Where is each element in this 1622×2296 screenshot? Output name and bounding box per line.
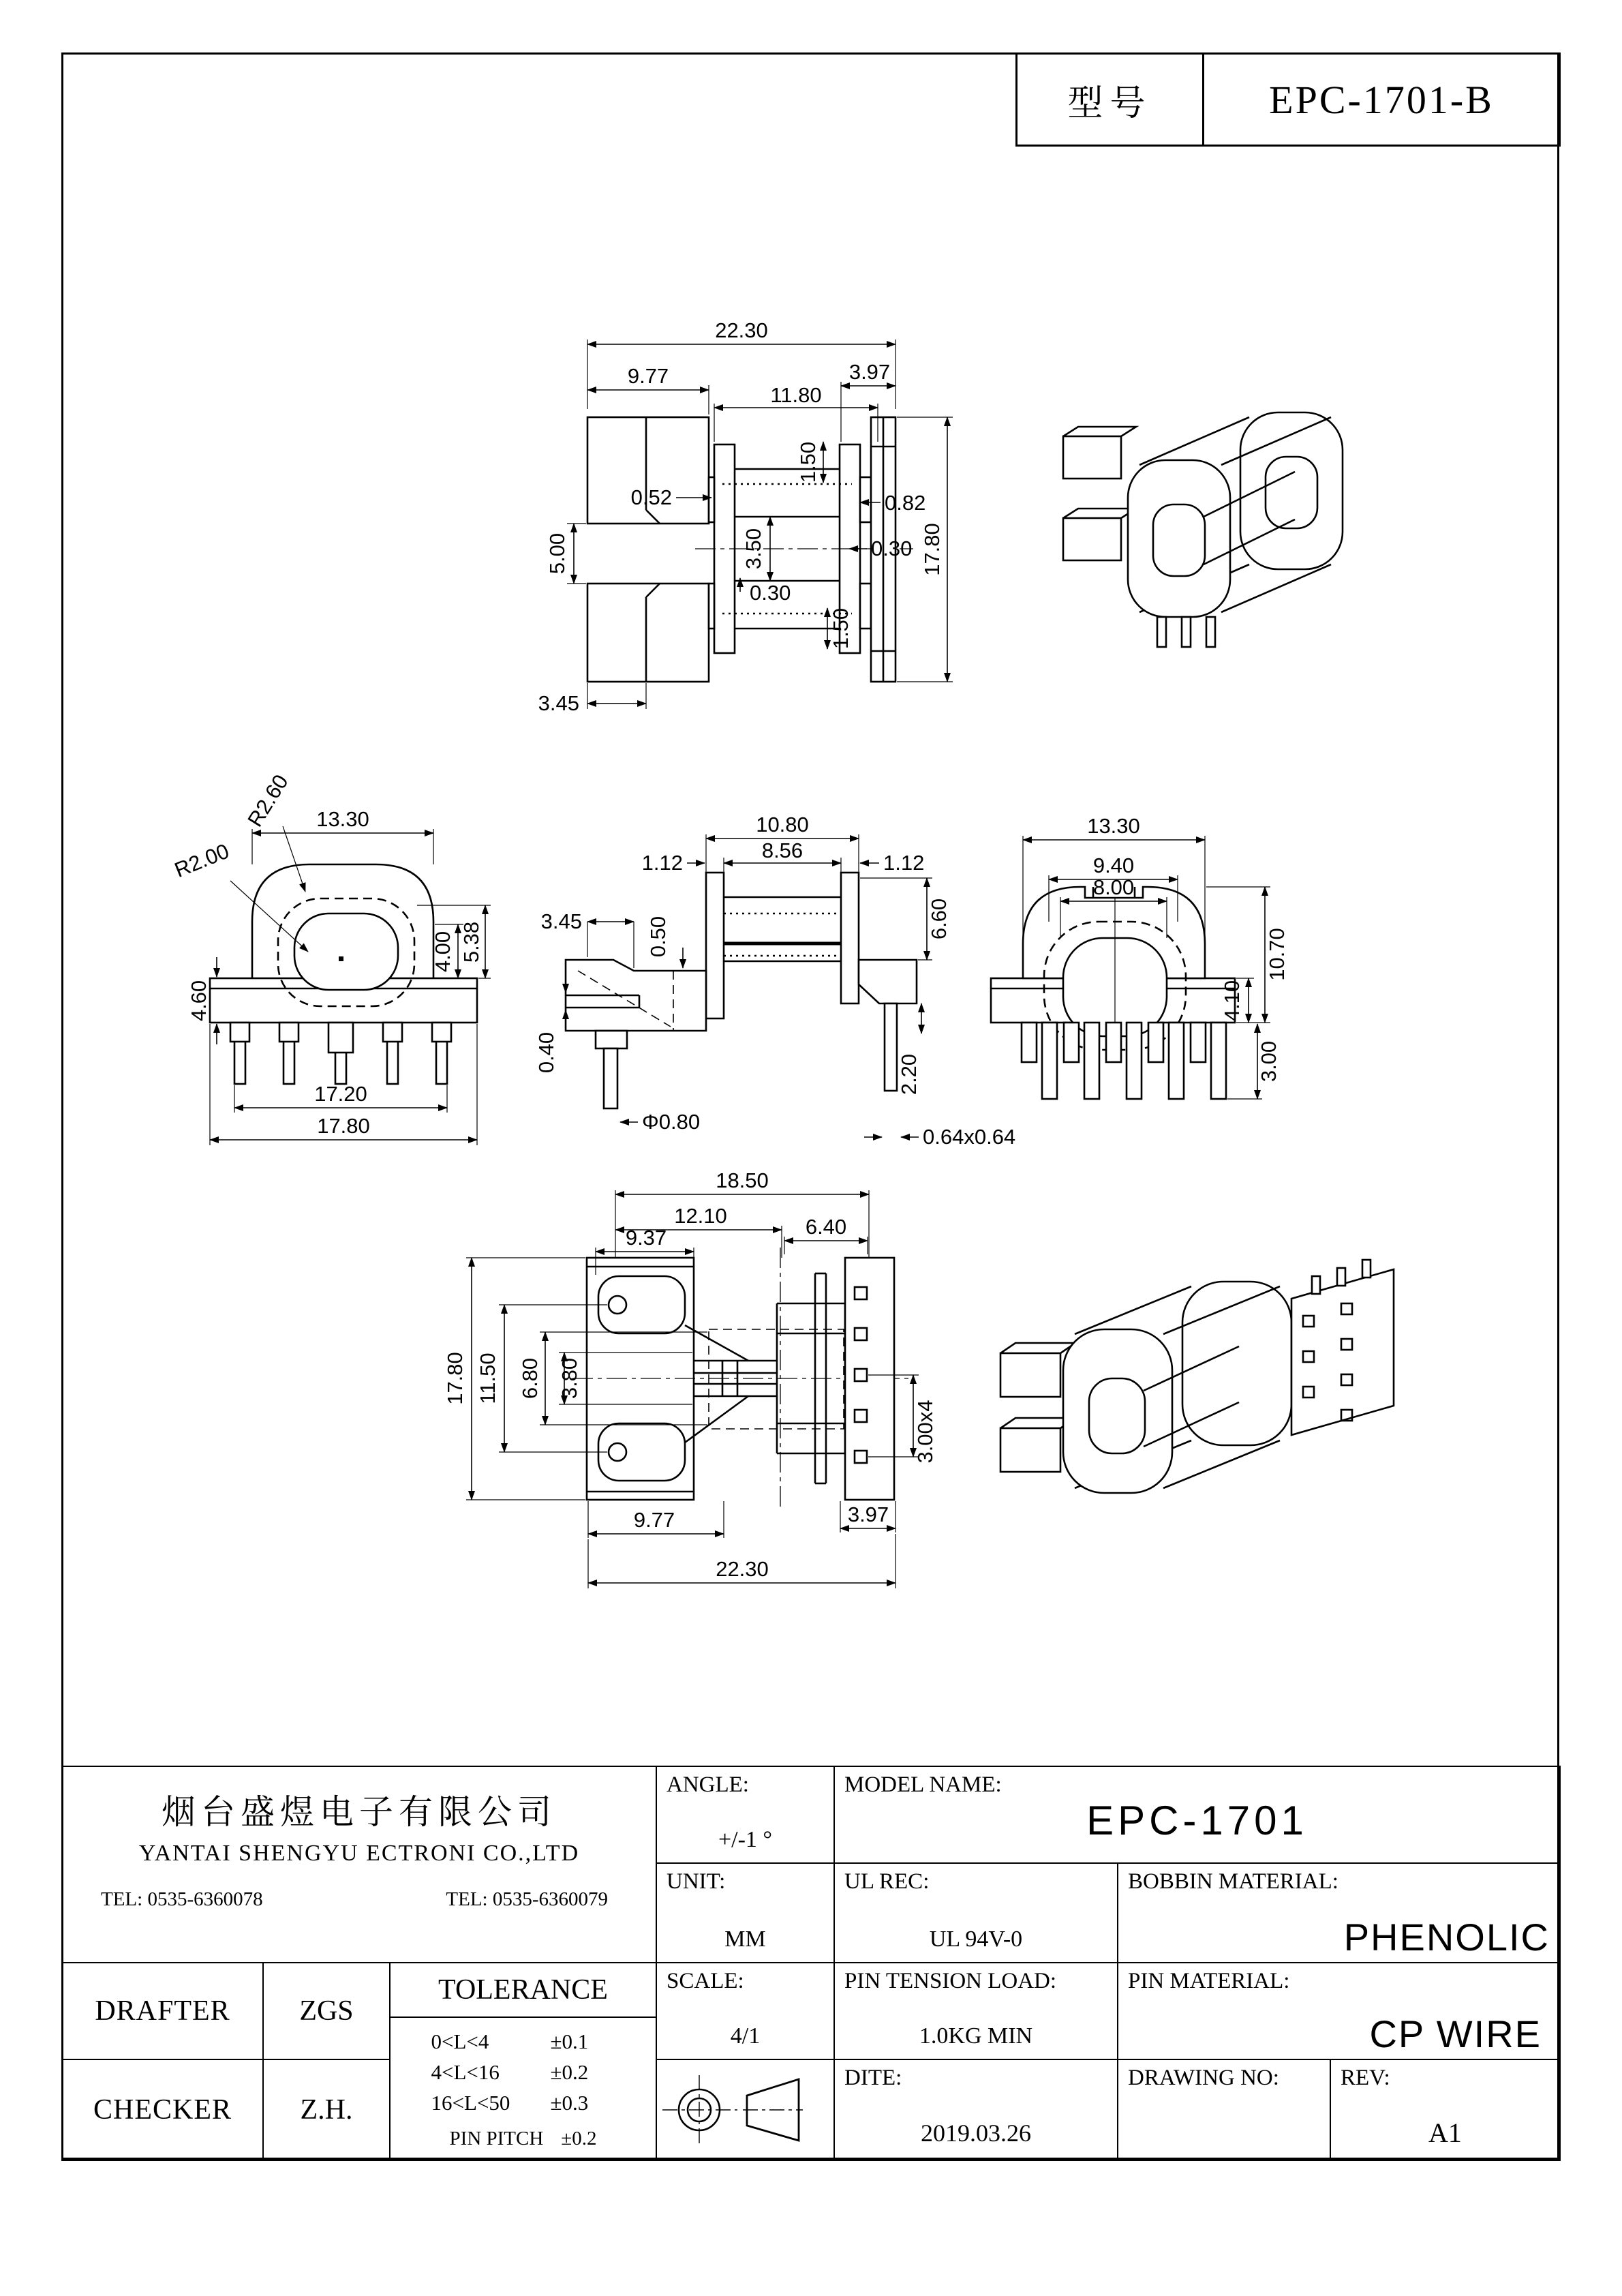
checker-value-cell <box>262 2059 391 2161</box>
dim-bottom-w1: 18.50 <box>716 1168 769 1192</box>
dim-right-pin-len: 3.00 <box>1257 1040 1281 1083</box>
dim-side-h-body: 6.60 <box>927 898 951 940</box>
model-name-value: EPC-1701 <box>1086 1798 1308 1843</box>
date-value: 2019.03.26 <box>921 2119 1031 2147</box>
angle-value: +/-1 ° <box>718 1827 773 1852</box>
bottom-view <box>443 1168 937 1588</box>
bobbin-material-label: BOBBIN MATERIAL: <box>1128 1869 1338 1894</box>
checker-label: CHECKER <box>93 2094 232 2126</box>
tolerance-range: 4<L<16 <box>431 2060 500 2084</box>
bobbin-material-value: PHENOLIC <box>1343 1916 1550 1959</box>
unit-label: UNIT: <box>667 1869 726 1894</box>
company-tel-left: TEL: 0535-6360078 <box>101 1888 263 1910</box>
tolerance-row <box>391 2057 656 2087</box>
dim-top-foot: 3.45 <box>538 691 579 715</box>
company-name-en: YANTAI SHENGYU ECTRONI CO.,LTD <box>138 1841 580 1866</box>
dim-left-r-outer: R2.60 <box>243 770 293 831</box>
dim-bottom-b2: 3.97 <box>847 1502 889 1526</box>
scale-cell <box>656 1962 835 2060</box>
pin-tension-value: 1.0KG MIN <box>919 2023 1033 2049</box>
date-label: DITE: <box>844 2066 902 2090</box>
model-title-value: EPC-1701-B <box>1269 77 1494 122</box>
drawing-no-cell <box>1117 2059 1331 2161</box>
dim-top-off-bottom: 0.30 <box>750 581 791 605</box>
projection-symbol-cell <box>656 2059 835 2161</box>
dim-side-f2: 1.12 <box>883 851 925 875</box>
dim-left-w-base: 17.80 <box>317 1114 370 1138</box>
dim-top-off-right: 0.30 <box>871 537 913 560</box>
pin-tension-label: PIN TENSION LOAD: <box>844 1969 1057 1993</box>
pin-pitch-value: ±0.2 <box>561 2128 597 2149</box>
rev-label: REV: <box>1341 2066 1390 2090</box>
unit-value: MM <box>724 1927 766 1952</box>
dim-top-w-total: 22.30 <box>715 318 768 342</box>
model-title-label: 型号 <box>1067 84 1152 123</box>
tolerance-value: ±0.3 <box>550 2091 589 2115</box>
dim-side-lip2: 0.40 <box>534 1031 558 1074</box>
dim-side-pin-ext: 2.20 <box>897 1053 921 1096</box>
tolerance-range: 16<L<50 <box>431 2091 510 2115</box>
dim-top-w-left: 9.77 <box>627 364 669 388</box>
tolerance-row <box>391 2087 656 2118</box>
tolerance-row <box>391 2026 656 2057</box>
dim-side-w-out: 10.80 <box>756 813 809 836</box>
tolerance-value: ±0.2 <box>550 2060 589 2084</box>
dim-left-w-core: 13.30 <box>316 807 369 831</box>
dim-bottom-b1: 9.77 <box>633 1508 675 1532</box>
dim-top-h-total: 17.80 <box>920 523 944 576</box>
tolerance-title: TOLERANCE <box>438 1974 608 2006</box>
company-name-cn: 烟台盛煜电子有限公司 <box>162 1793 557 1831</box>
dim-side-w-in: 8.56 <box>761 839 804 862</box>
dim-left-r-inner: R2.00 <box>171 839 232 882</box>
rev-value: A1 <box>1428 2117 1462 2148</box>
rev-cell <box>1330 2059 1561 2161</box>
pin-tension-cell <box>833 1962 1118 2060</box>
company-block <box>61 1766 657 1963</box>
scale-value: 4/1 <box>730 2023 761 2049</box>
dim-side-pin-sq: 0.64x0.64 <box>923 1125 1016 1149</box>
angle-label: ANGLE: <box>667 1772 749 1797</box>
dim-left-h2: 5.38 <box>459 921 483 963</box>
dim-top-w-mid: 11.80 <box>770 383 822 407</box>
tolerance-value: ±0.1 <box>550 2029 589 2053</box>
dim-right-h-total: 10.70 <box>1265 928 1289 981</box>
dim-side-lip: 0.50 <box>646 916 670 958</box>
dim-right-w-core: 13.30 <box>1087 814 1140 838</box>
company-tel-right: TEL: 0535-6360079 <box>446 1888 608 1910</box>
model-name-label: MODEL NAME: <box>844 1772 1002 1797</box>
dim-bottom-w4: 6.40 <box>805 1215 847 1239</box>
dim-top-gap: 5.00 <box>545 532 569 575</box>
checker-cell <box>61 2059 264 2161</box>
dim-bottom-pitch: 3.00x4 <box>913 1400 937 1464</box>
dim-left-h-base: 4.60 <box>187 980 211 1022</box>
pin-pitch-row <box>391 2128 656 2150</box>
pin-pitch-label: PIN PITCH <box>449 2128 544 2149</box>
pin-material-cell <box>1117 1962 1561 2060</box>
drafter-value: ZGS <box>299 1995 354 2027</box>
dim-bottom-b-total: 22.30 <box>716 1557 769 1581</box>
dim-right-w2: 8.00 <box>1092 875 1135 899</box>
angle-cell <box>656 1766 835 1864</box>
unit-cell <box>656 1862 835 1963</box>
dim-left-w-pins: 17.20 <box>314 1082 367 1106</box>
drawing-no-label: DRAWING NO: <box>1128 2066 1279 2090</box>
dim-top-slot: 0.52 <box>630 485 672 509</box>
scale-label: SCALE: <box>667 1969 744 1993</box>
front-view-left <box>171 770 491 1145</box>
pin-material-value: CP WIRE <box>1369 2012 1542 2055</box>
bobbin-material-cell <box>1117 1862 1561 1963</box>
tolerance-header-cell <box>389 1962 657 2018</box>
projection-symbol-icon <box>657 2060 833 2160</box>
drafter-label: DRAFTER <box>95 1995 230 2027</box>
ul-rec-cell <box>833 1862 1118 1963</box>
dim-top-tab-top: 1.50 <box>796 441 820 483</box>
top-isometric-view <box>1063 412 1343 647</box>
date-cell <box>833 2059 1118 2161</box>
dim-top-tab-bot: 1.50 <box>829 607 853 650</box>
ul-rec-value: UL 94V-0 <box>929 1927 1023 1952</box>
dim-right-w1: 9.40 <box>1092 854 1135 877</box>
bottom-isometric-view <box>1000 1260 1394 1493</box>
dim-side-f1: 1.12 <box>641 851 683 875</box>
drafter-value-cell <box>262 1962 391 2060</box>
checker-value: Z.H. <box>300 2094 353 2126</box>
model-name-cell <box>833 1766 1561 1864</box>
dim-bottom-h-mid: 11.50 <box>476 1353 500 1404</box>
dim-top-bore: 3.50 <box>741 528 765 570</box>
tolerance-body-cell <box>389 2016 657 2161</box>
pin-material-label: PIN MATERIAL: <box>1128 1969 1290 1993</box>
dim-bottom-w3: 9.37 <box>625 1226 667 1250</box>
dim-bottom-hw1: 6.80 <box>518 1357 542 1400</box>
front-view-right <box>991 814 1289 1099</box>
ul-rec-label: UL REC: <box>844 1869 930 1894</box>
top-view <box>538 318 953 715</box>
dim-bottom-h-total: 17.80 <box>443 1352 467 1405</box>
dim-right-h-base: 4.10 <box>1220 980 1244 1022</box>
dim-left-h1: 4.00 <box>431 931 455 973</box>
dim-bottom-w2: 12.10 <box>674 1204 727 1228</box>
side-view <box>534 813 1015 1149</box>
dim-top-w-right: 3.97 <box>848 360 891 384</box>
dim-side-step: 3.45 <box>540 909 582 933</box>
drafter-cell <box>61 1962 264 2060</box>
dim-bottom-hw2: 3.80 <box>557 1357 581 1400</box>
tolerance-range: 0<L<4 <box>431 2029 489 2053</box>
dim-side-pin-d: Φ0.80 <box>642 1110 701 1134</box>
dim-top-rib: 0.82 <box>885 491 926 515</box>
